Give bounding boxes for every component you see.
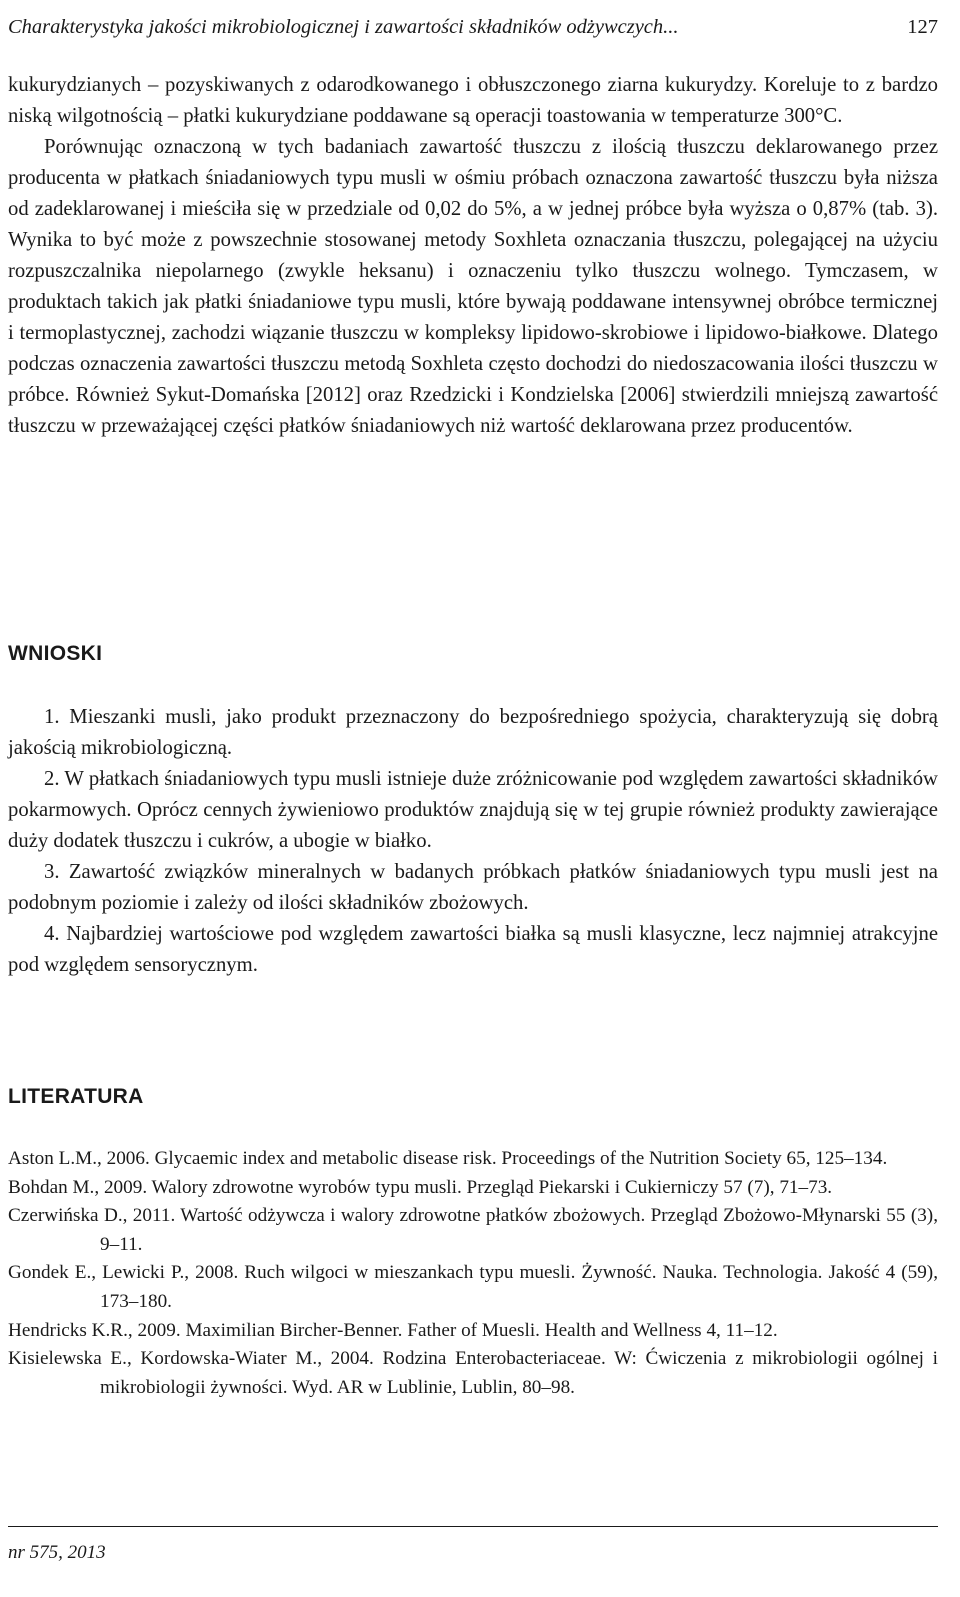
section-heading-literature: LITERATURA: [8, 1085, 144, 1108]
body-text: [8, 70, 938, 442]
reference-item: Kisielewska E., Kordowska-Wiater M., 2004. Rodzina Enterobacteriaceae. W: Ćwiczenia z mikrobiologii ogólnej i mikrobiologii żywności. Wyd. AR w Lublinie, Lublin, 80–98.: [8, 1348, 938, 1398]
reference-item: Aston L.M., 2006. Glycaemic index and metabolic disease risk. Proceedings of the Nutrition Society 65, 125–134.: [8, 1148, 888, 1169]
reference-item: Hendricks K.R., 2009. Maximilian Bircher-Benner. Father of Muesli. Health and Wellness 4, 11–12.: [8, 1319, 778, 1341]
conclusions-list: [8, 702, 938, 981]
footer-issue: nr 575, 2013: [8, 1542, 106, 1563]
reference-item: Bohdan M., 2009. Walory zdrowotne wyrobów typu musli. Przegląd Piekarski i Cukierniczy 57 (7), 71–73.: [8, 1176, 833, 1198]
list-item: 4. Najbardziej wartościowe pod względem zawartości białka są musli klasyczne, lecz najmniej atrakcyjne pod względem sensorycznym.: [8, 923, 938, 976]
section-heading-conclusions: WNIOSKI: [8, 642, 103, 665]
list-item: 1. Mieszanki musli, jako produkt przeznaczony do bezpośredniego spożycia, charakteryzują się dobrą jakością mikrobiologiczną.: [8, 706, 938, 759]
paragraph: Porównując oznaczoną w tych badaniach zawartość tłuszczu z ilością tłuszczu deklarowanego przez producenta w płatkach śniadaniowych typu musli w ośmiu próbach oznaczona zawartość tłuszczu była niższa od zadeklarowanej i mieściła się w przedziale od 0,02 do 5%, a w jednej próbce była wyższa o 0,87% (tab. 3). Wynika to być może z powszechnie stosowanej metody Soxhleta oznaczania tłuszczu, polegającej na użyciu rozpuszczalnika niepolarnego (zwykle heksanu) i oznaczeniu tylko tłuszczu wolnego. Tymczasem, w produktach takich jak płatki śniadaniowe typu musli, które bywają poddawane intensywnej obróbce termicznej i termoplastycznej, zachodzi wiązanie tłuszczu w kompleksy lipidowo-skrobiowe i lipidowo-białkowe. Dlatego podczas oznaczenia zawartości tłuszczu metodą Soxhleta często dochodzi do niedoszacowania ilości tłuszczu w próbce. Również Sykut-Domańska [2012] oraz Rzedzicki i Kondzielska [2006] stwierdzili mniejszą zawartość tłuszczu w przeważającej części płatków śniadaniowych niż wartość deklarowana przez producentów.: [8, 136, 938, 437]
list-item: 3. Zawartość związków mineralnych w badanych próbkach płatków śniadaniowych typu musli jest na podobnym poziomie i zależy od ilości składników zbożowych.: [8, 861, 938, 914]
references-list: [8, 1145, 938, 1402]
running-head-title: Charakterystyka jakości mikrobiologicznej i zawartości składników odżywczych...: [8, 16, 679, 38]
page-number: 127: [907, 16, 938, 38]
reference-item: Czerwińska D., 2011. Wartość odżywcza i walory zdrowotne płatków zbożowych. Przegląd Zbożowo-Młynarski 55 (3), 9–11.: [8, 1205, 938, 1255]
paragraph: kukurydzianych – pozyskiwanych z odarodkowanego i obłuszczonego ziarna kukurydzy. Koreluje to z bardzo niską wilgotnością – płatki kukurydziane poddawane są operacji toastowania w temperaturze 300°C.: [8, 74, 938, 127]
reference-item: Gondek E., Lewicki P., 2008. Ruch wilgoci w mieszankach typu muesli. Żywność. Nauka. Technologia. Jakość 4 (59), 173–180.: [8, 1262, 938, 1312]
running-head: [8, 12, 938, 42]
footer-rule: [8, 1526, 938, 1527]
list-item: 2. W płatkach śniadaniowych typu musli istnieje duże zróżnicowanie pod względem zawartości składników pokarmowych. Oprócz cennych żywieniowo produktów znajdują się w tej grupie również produkty zawierające duży dodatek tłuszczu i cukrów, a ubogie w białko.: [8, 768, 938, 852]
